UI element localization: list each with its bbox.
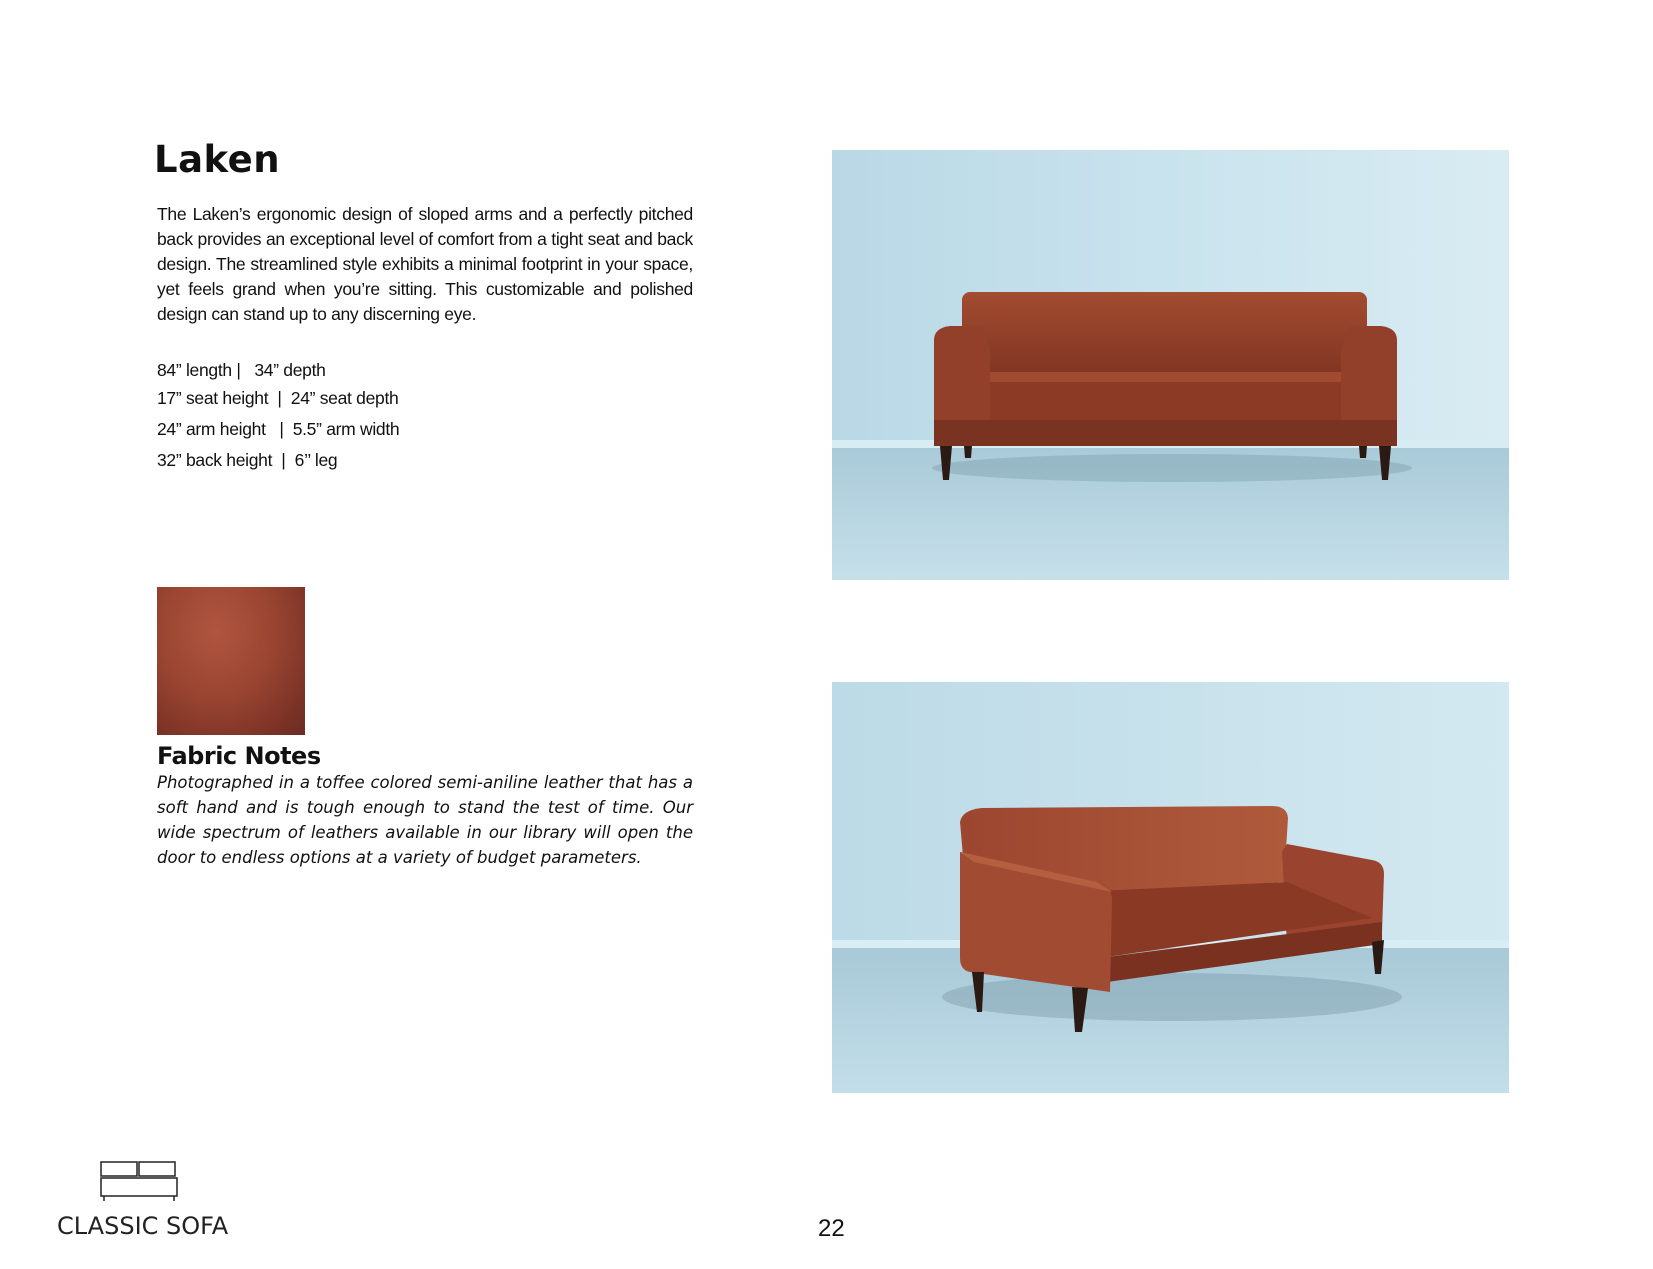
sofa-angle-photo [832,682,1509,1093]
brand-name: CLASSIC SOFA [57,1212,229,1240]
spec-line: 32” back height | 6’’ leg [157,450,338,470]
page-number: 22 [818,1215,845,1242]
spec-line: 84” length | 34” depth [157,360,326,380]
leather-swatch [157,587,305,735]
spec-line: 24” arm height | 5.5” arm width [157,419,400,439]
spec-line: 17” seat height | 24” seat depth [157,388,399,408]
fabric-notes-heading: Fabric Notes [157,742,321,770]
product-title: Laken [154,138,281,181]
sofa-front-photo [832,150,1509,580]
product-description: The Laken’s ergonomic design of sloped arms and a perfectly pitched back provides an exceptional level of comfort from a tight seat and back design. The streamlined style exhibits a minimal footprint in your space, yet feels grand when you’re sitting. This customizable and polished design can stand up to any discerning eye. [157,204,693,324]
fabric-notes-text: Photographed in a toffee colored semi-aniline leather that has a soft hand and is tough enough to stand the test of time. Our wide spectrum of leathers available in our library will open the door to endless options at a variety of budget parameters. [157,773,693,867]
sofa-outline-icon [100,1161,178,1207]
